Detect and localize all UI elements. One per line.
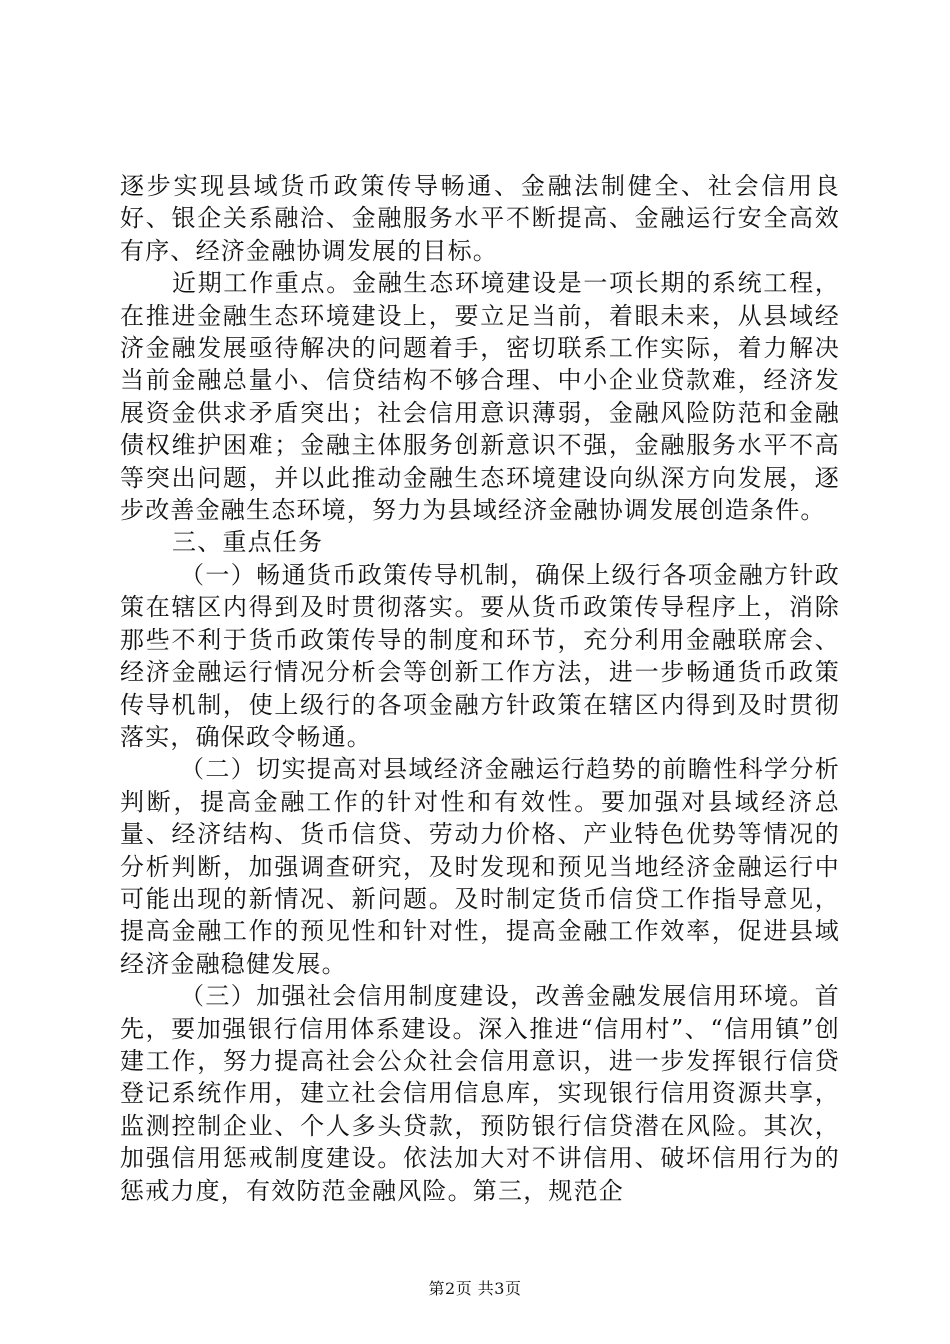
paragraph-task-3: （三）加强社会信用制度建设，改善金融发展信用环境。首先，要加强银行信用体系建设。深入推进“信用村”、“信用镇”创建工作，努力提高社会公众社会信用意识，进一步发挥银行信贷登记系统作用，建立社会信用信息库，实现银行信用资源共享，监测控制企业、个人多头贷款，预防银行信贷潜在风险。其次，加强信用惩戒制度建设。依法加大对不讲信用、破坏信用行为的惩戒力度，有效防范金融风险。第三，规范企: [120, 982, 840, 1205]
document-body: [120, 170, 840, 1207]
paragraph-continuation: 逐步实现县域货币政策传导畅通、金融法制健全、社会信用良好、银企关系融洽、金融服务水平不断提高、金融运行安全高效有序、经济金融协调发展的目标。: [120, 172, 840, 265]
paragraph-recent-focus: 近期工作重点。金融生态环境建设是一项长期的系统工程，在推进金融生态环境建设上，要立足当前，着眼未来，从县域经济金融发展亟待解决的问题着手，密切联系工作实际，着力解决当前金融总量小、信贷结构不够合理、中小企业贷款难，经济发展资金供求矛盾突出；社会信用意识薄弱，金融风险防范和金融债权维护困难；金融主体服务创新意识不强，金融服务水平不高等突出问题，并以此推动金融生态环境建设向纵深方向发展，逐步改善金融生态环境，努力为县域经济金融协调发展创造条件。: [120, 269, 840, 525]
page-number-footer: 第2页 共3页: [428, 1279, 522, 1298]
paragraph-task-2: （二）切实提高对县域经济金融运行趋势的前瞻性科学分析判断，提高金融工作的针对性和有效性。要加强对县域经济总量、经济结构、货币信贷、劳动力价格、产业特色优势等情况的分析判断，加强调查研究，及时发现和预见当地经济金融运行中可能出现的新情况、新问题。及时制定货币信贷工作指导意见，提高金融工作的预见性和针对性，提高金融工作效率，促进县域经济金融稳健发展。: [120, 755, 840, 978]
paragraph-task-1: （一）畅通货币政策传导机制，确保上级行各项金融方针政策在辖区内得到及时贯彻落实。要从货币政策传导程序上，消除那些不利于货币政策传导的制度和环节，充分利用金融联席会、经济金融运行情况分析会等创新工作方法，进一步畅通货币政策传导机制，使上级行的各项金融方针政策在辖区内得到及时贯彻落实，确保政令畅通。: [120, 560, 840, 751]
section-heading-key-tasks: 三、重点任务: [172, 528, 324, 557]
